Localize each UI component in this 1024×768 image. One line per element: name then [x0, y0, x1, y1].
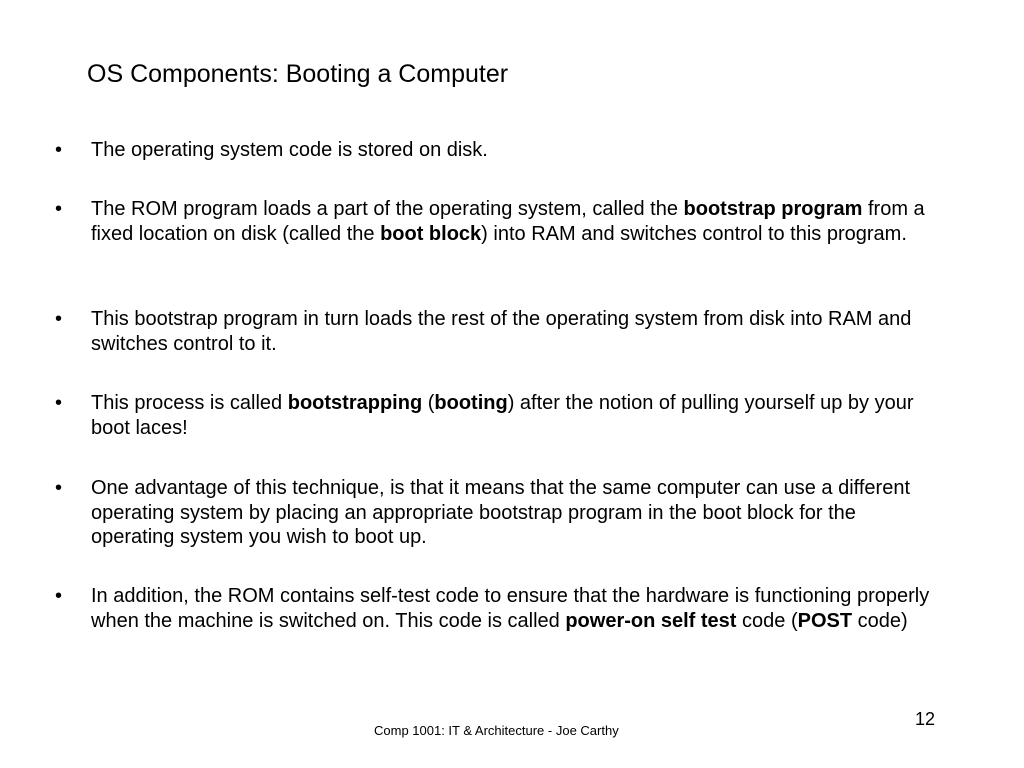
- bullet-text-segment: ) after the notion of pulling yourself up by your boot laces!: [91, 392, 914, 439]
- page-number: 12: [915, 709, 936, 729]
- bullet-text-segment: This process is called: [91, 392, 288, 414]
- bold-term: bootstrap program: [683, 198, 863, 220]
- bullet-marker: •: [55, 198, 63, 220]
- bullet-text: [91, 197, 936, 246]
- slide-footer: Comp 1001: IT & Architecture - Joe Carthy: [374, 723, 619, 738]
- bold-term: POST: [797, 609, 853, 632]
- bullet-text-segment: The ROM program loads a part of the operating system, called the: [91, 198, 684, 220]
- bold-term: boot block: [380, 222, 482, 245]
- bullet-text-segment: The operating system code is stored on disk.: [91, 139, 488, 161]
- bullet-marker: •: [55, 392, 63, 414]
- bullet-text-segment: (: [422, 392, 435, 414]
- bullet-text: [91, 584, 936, 633]
- bullet-text-segment: ) into RAM and switches control to this program.: [481, 222, 907, 245]
- bullet-marker: •: [55, 477, 63, 499]
- bullet-marker: •: [55, 308, 63, 330]
- bullet-text-segment: code): [852, 609, 908, 632]
- bullet-text: [91, 476, 936, 550]
- bullet-text-segment: In addition, the ROM contains self-test code to ensure that the hardware is functioning properly when the machine is switched on. This code is called: [91, 585, 930, 632]
- bullet-text-segment: from a fixed location on disk (called the: [91, 198, 925, 245]
- bullet-text: [91, 138, 936, 163]
- bullet-marker: •: [55, 139, 63, 161]
- bullet-marker: •: [55, 585, 63, 607]
- bullet-text-segment: code (: [736, 609, 798, 632]
- bullet-text-segment: This bootstrap program in turn loads the rest of the operating system from disk into RAM and switches control to it.: [91, 308, 912, 355]
- bold-term: power-on self test: [565, 609, 737, 632]
- bold-term: booting: [434, 392, 508, 414]
- bullet-text-segment: One advantage of this technique, is that it means that the same computer can use a different operating system by placing an appropriate bootstrap program in the boot block for the operating system you wish to boot up.: [91, 477, 911, 548]
- bullet-text: [91, 307, 936, 356]
- bold-term: bootstrapping: [287, 392, 423, 414]
- slide-title: OS Components: Booting a Computer: [87, 60, 509, 88]
- bullet-text: [91, 391, 936, 440]
